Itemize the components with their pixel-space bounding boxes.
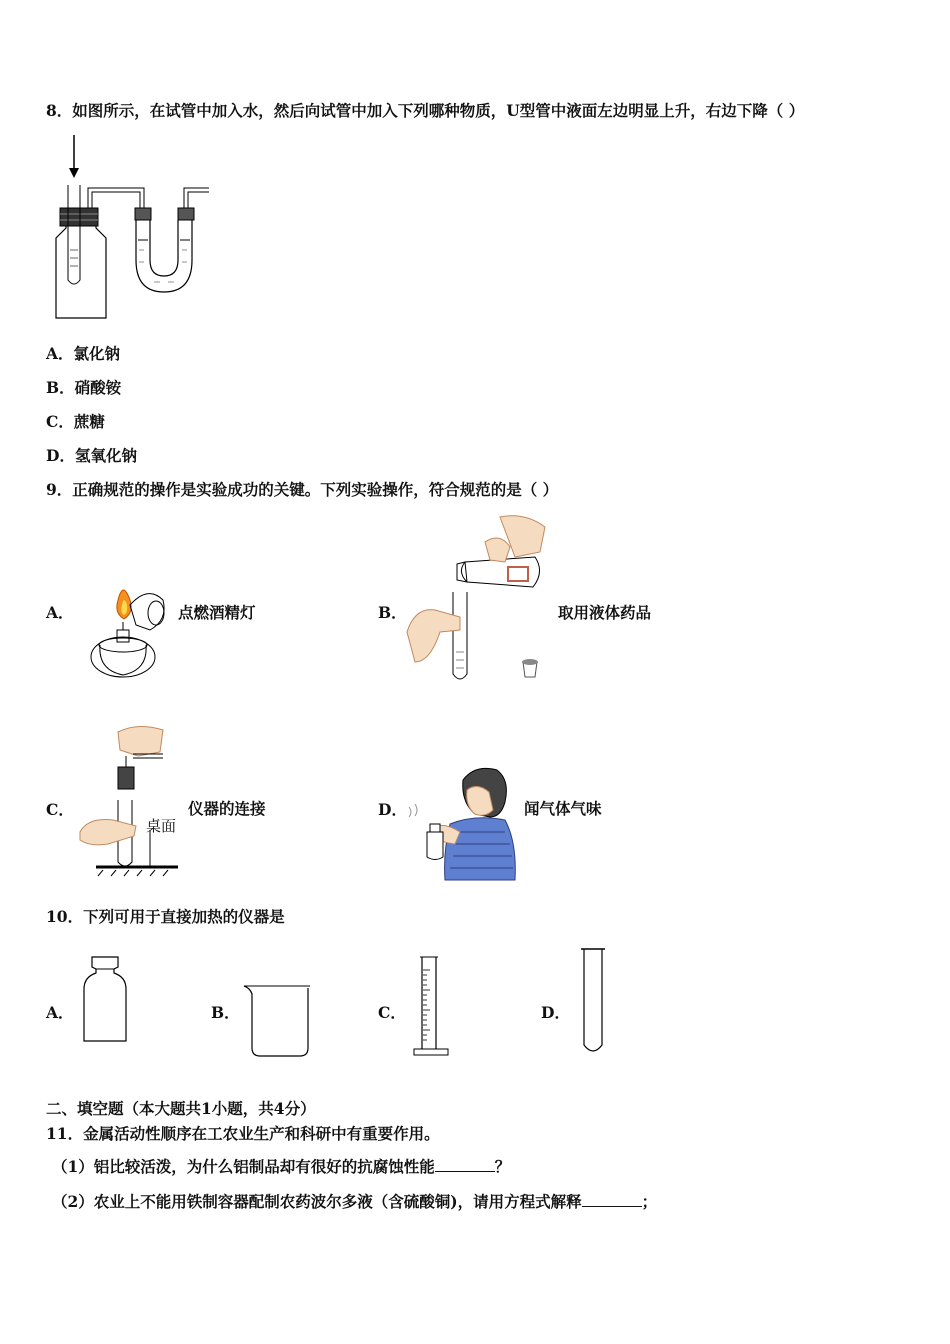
- q11-part2-text: （2）农业上不能用铁制容器配制农药波尔多液（含硫酸铜)，请用方程式解释: [52, 1192, 582, 1211]
- answer-blank-1[interactable]: [435, 1157, 495, 1172]
- section-heading: 二、填空题（本大题共1小题，共4分）: [46, 1099, 316, 1118]
- q9-stem: 9．正确规范的操作是实验成功的关键。下列实验操作，符合规范的是（ ）: [46, 480, 559, 499]
- q10-option-d: D．: [541, 1003, 570, 1022]
- q10-option-b: B．: [211, 1003, 240, 1022]
- q8-option-d: D．氢氧化钠: [46, 446, 137, 465]
- desk-label: 桌面: [146, 817, 177, 835]
- q8-apparatus-figure: [44, 130, 214, 320]
- q8-stem: 8．如图所示，在试管中加入水，然后向试管中加入下列哪种物质，U型管中液面左边明显上升，右边下降（ ）: [46, 101, 805, 120]
- q10-option-a: A．: [46, 1003, 74, 1022]
- beaker-icon: [242, 984, 314, 1060]
- q9-option-c-caption: 仪器的连接: [188, 799, 266, 818]
- q10-option-c: C．: [378, 1003, 406, 1022]
- q11-part2-end: ；: [641, 1192, 658, 1211]
- q10-stem: 10．下列可用于直接加热的仪器是: [46, 907, 285, 926]
- answer-blank-2[interactable]: [582, 1192, 642, 1207]
- instrument-connection-figure: [78, 722, 188, 877]
- graduated-cylinder-icon: [412, 955, 452, 1059]
- smell-gas-figure: [405, 762, 520, 882]
- q8-option-b: B．硝酸铵: [46, 378, 122, 397]
- q9-option-a-caption: 点燃酒精灯: [178, 603, 256, 622]
- pour-liquid-figure: [405, 512, 555, 687]
- q11-part2: [52, 1192, 657, 1212]
- reagent-bottle-icon: [80, 955, 130, 1045]
- q11-stem: 11．金属活动性顺序在工农业生产和科研中有重要作用。: [46, 1124, 440, 1143]
- q11-part1-text: （1）铝比较活泼，为什么铝制品却有很好的抗腐蚀性能: [52, 1157, 435, 1176]
- q9-option-b-letter: B．: [378, 603, 407, 622]
- q9-option-c-letter: C．: [46, 800, 74, 819]
- q8-option-c: C．蔗糖: [46, 412, 105, 431]
- q9-option-d-letter: D．: [378, 800, 407, 819]
- q8-option-a: A．氯化钠: [46, 344, 121, 363]
- q11-part1-end: ？: [494, 1157, 511, 1176]
- q11-part1: [52, 1157, 510, 1177]
- q9-option-d-caption: 闻气体气味: [524, 799, 602, 818]
- q9-option-b-caption: 取用液体药品: [558, 603, 652, 622]
- q9-option-a-letter: A．: [46, 603, 74, 622]
- test-tube-icon: [578, 945, 608, 1059]
- alcohol-lamp-lighting-figure: [78, 575, 173, 685]
